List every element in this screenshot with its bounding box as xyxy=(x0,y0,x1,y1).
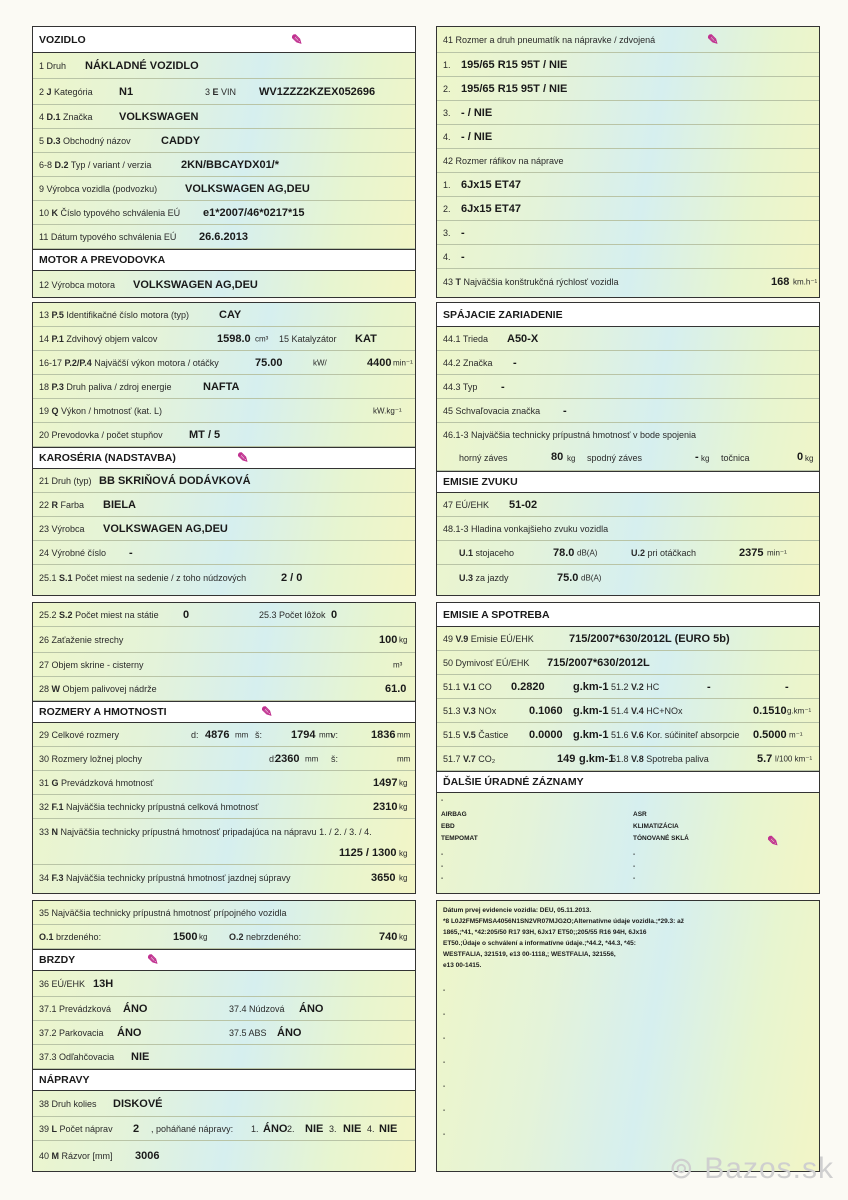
row-30: 30 Rozmery ložnej plochy d: 2360 mm š: mm xyxy=(33,747,415,771)
row-35: 35 Najväčšia technicky prípustná hmotnosť prípojného vozidla xyxy=(33,901,415,925)
panel-emisie-spotreba xyxy=(436,602,820,894)
row-44-1: 44.1 Trieda A50-X xyxy=(437,327,819,351)
row-37-2: 37.2 Parkovacia ÁNO 37.5 ABS ÁNO xyxy=(33,1021,415,1045)
row-26: 26 Zaťaženie strechy 100 kg xyxy=(33,627,415,653)
row-43: 43 T Najväčšia konštrukčná rýchlosť vozidla 168 km.h⁻¹ xyxy=(443,276,818,288)
row-37-1: 37.1 Prevádzková ÁNO 37.4 Núdzová ÁNO xyxy=(33,997,415,1021)
row-u3: U.3 za jazdy 75.0 dB(A) xyxy=(459,572,602,584)
row-wheel-1: 1. 6Jx15 ET47 xyxy=(437,173,819,197)
row-45: 45 Schvaľovacia značka - xyxy=(437,399,819,423)
row-22: 22 R Farba BIELA xyxy=(33,493,415,517)
row-2: 2 J Kategória N1 3 E VIN WV1ZZZ2KZEX052696 xyxy=(33,79,415,105)
panel-spajacie xyxy=(436,302,820,596)
notes-dash-column: - - - - - - - xyxy=(443,987,446,1138)
row-6-8: 6-8 D.2 Typ / variant / verzia 2KN/BBCAYDX01/* xyxy=(33,153,415,177)
row-11: 11 Dátum typového schválenia EÚ 26.6.2013 xyxy=(33,225,415,249)
row-9: 9 Výrobca vozidla (podvozku) VOLKSWAGEN AG,DEU xyxy=(33,177,415,201)
row-29: 29 Celkové rozmery d: 4876 mm š: 1794 mm v: 1836 mm xyxy=(33,723,415,747)
row-wheel-3: 3. - xyxy=(437,221,819,245)
row-wheel-4: 4. - xyxy=(437,245,819,269)
row-39: 39 L Počet náprav 2 , poháňané nápravy: 1. ÁNO 2. NIE 3. NIE 4. NIE xyxy=(33,1117,415,1141)
row-tire-1: 1. 195/65 R15 95T / NIE xyxy=(437,53,819,77)
row-18: 18 P.3 Druh paliva / zdroj energie NAFTA xyxy=(33,375,415,399)
section-header-emisie-zvuku: EMISIE ZVUKU xyxy=(437,471,819,493)
row-20: 20 Prevodovka / počet stupňov MT / 5 xyxy=(33,423,415,447)
row-12: 12 Výrobca motora VOLKSWAGEN AG,DEU xyxy=(39,279,258,291)
section-header-motor: MOTOR A PREVODOVKA xyxy=(33,249,415,271)
row-10: 10 K Číslo typového schválenia EÚ e1*2007/46*0217*15 xyxy=(33,201,415,225)
row-4: 4 D.1 Značka VOLKSWAGEN xyxy=(33,105,415,129)
row-44-2: 44.2 Značka - xyxy=(437,351,819,375)
row-wheel-2: 2. 6Jx15 ET47 xyxy=(437,197,819,221)
row-51-5: 51.5 V.5 Častice 0.0000 g.km-1 51.6 V.6 Kor. súčiniteľ absorpcie 0.5000 m⁻¹ xyxy=(437,723,819,747)
row-38: 38 Druh kolies DISKOVÉ xyxy=(33,1091,415,1117)
section-header-karoseria: KAROSÉRIA (NADSTAVBA) ✎ xyxy=(33,447,415,469)
row-48-1: 48.1-3 Hladina vonkajšieho zvuku vozidla xyxy=(437,517,819,541)
stamp-mark-icon: ✎ xyxy=(767,833,779,849)
watermark-logo: ⊚ Bazos.sk xyxy=(668,1152,834,1185)
row-36: 36 EÚ/EHK 13H xyxy=(33,971,415,997)
row-13: 13 P.5 Identifikačné číslo motora (typ) CAY xyxy=(33,303,415,327)
row-5: 5 D.3 Obchodný názov CADDY xyxy=(33,129,415,153)
row-24: 24 Výrobné číslo - xyxy=(33,541,415,565)
section-header-dalsie: ĎALŠIE ÚRADNÉ ZÁZNAMY xyxy=(437,771,819,793)
stamp-mark-icon: ✎ xyxy=(707,31,719,47)
row-40: 40 M Rázvor [mm] 3006 xyxy=(39,1150,160,1162)
stamp-mark-icon: ✎ xyxy=(147,951,159,968)
stamp-mark-icon: ✎ xyxy=(237,449,249,466)
row-19: 19 Q Výkon / hmotnosť (kat. L) kW.kg⁻¹ xyxy=(33,399,415,423)
row-44-3: 44.3 Typ - xyxy=(437,375,819,399)
panel-vozidlo xyxy=(32,26,416,298)
row-31: 31 G Prevádzková hmotnosť 1497 kg xyxy=(33,771,415,795)
row-14: 14 P.1 Zdvihový objem valcov 1598.0 cm³ 15 Katalyzátor KAT xyxy=(33,327,415,351)
row-25-2: 25.2 S.2 Počet miest na státie 0 25.3 Počet lôžok 0 xyxy=(33,603,415,627)
row-tire-3: 3. - / NIE xyxy=(437,101,819,125)
panel-pneumatiky xyxy=(436,26,820,298)
row-42: 42 Rozmer ráfikov na náprave xyxy=(437,149,819,173)
row-46: 46.1-3 Najväčšia technicky prípustná hmotnosť v bode spojenia horný záves 80 kg spodný záves - kg točnica 0 kg xyxy=(437,423,819,471)
notes-block: Dátum prvej evidencie vozidla: DEU, 05.11.2013. *8 L0J2FM5FMSA4056N1SN2VR07MJG2O;Alternatívne údaje vozidla.;*29.3: až 1865,;*41, *42:205/50 R17 93H, 6Jx17 ET50;;205/55 R16 94H, 6Jx16 ET50.;Údaje o schválení a informatívne údaje.;*44.2, *44.3, *45: WESTFALIA, 321519, e13 00-1118,; WESTFALIA, 321556, e13 00-1415. xyxy=(443,907,684,969)
row-25-1: 25.1 S.1 Počet miest na sedenie / z toho núdzových 2 / 0 xyxy=(39,572,303,584)
section-header-vozidlo: VOZIDLO ✎ xyxy=(33,27,415,53)
row-41: 41 Rozmer a druh pneumatík na nápravke / zdvojená ✎ xyxy=(437,27,819,53)
row-u1-u2: U.1 stojaceho 78.0 dB(A) U.2 pri otáčkach 2375 min⁻¹ xyxy=(437,541,819,565)
row-23: 23 Výrobca VOLKSWAGEN AG,DEU xyxy=(33,517,415,541)
row-tire-4: 4. - / NIE xyxy=(437,125,819,149)
row-34: 34 F.3 Najväčšia technicky prípustná hmotnosť jazdnej súpravy 3650 kg xyxy=(39,872,408,884)
row-51-3: 51.3 V.3 NOx 0.1060 g.km-1 51.4 V.4 HC+NOx 0.1510 g.km⁻¹ xyxy=(437,699,819,723)
row-21: 21 Druh (typ) BB SKRIŇOVÁ DODÁVKOVÁ xyxy=(33,469,415,493)
row-16-17: 16-17 P.2/P.4 Najväčší výkon motora / otáčky 75.00 kW/ 4400 min⁻¹ xyxy=(33,351,415,375)
row-27: 27 Objem skrine - cisterny m³ xyxy=(33,653,415,677)
row-records: - AIRBAG ASR EBD KLIMATIZÁCIA TEMPOMAT TÓNOVANÉ SKLÁ - - - - - - ✎ xyxy=(441,797,779,882)
row-o1-o2: O.1 brzdeného: 1500 kg O.2 nebrzdeného: 740 kg xyxy=(33,925,415,949)
row-50: 50 Dymivosť EÚ/EHK 715/2007*630/2012L xyxy=(437,651,819,675)
section-header-rozmery: ROZMERY A HMOTNOSTI ✎ xyxy=(33,701,415,723)
section-header-spajacie: SPÁJACIE ZARIADENIE xyxy=(437,303,819,327)
section-header-emisie-spotreba: EMISIE A SPOTREBA xyxy=(437,603,819,627)
row-51-7: 51.7 V.7 CO₂ 149 g.km-1 51.8 V.8 Spotreba paliva 5.7 l/100 km⁻¹ xyxy=(437,747,819,771)
section-header-napravy: NÁPRAVY xyxy=(33,1069,415,1091)
row-28: 28 W Objem palivovej nádrže 61.0 xyxy=(33,677,415,701)
stamp-mark-icon: ✎ xyxy=(291,31,303,47)
watermark-icon: ⊚ xyxy=(668,1152,695,1185)
row-51-1: 51.1 V.1 CO 0.2820 g.km-1 51.2 V.2 HC - - xyxy=(437,675,819,699)
panel-brzdy-napravy xyxy=(32,900,416,1172)
row-tire-2: 2. 195/65 R15 95T / NIE xyxy=(437,77,819,101)
row-49: 49 V.9 Emisie EÚ/EHK 715/2007*630/2012L (EURO 5b) xyxy=(437,627,819,651)
row-37-3: 37.3 Odľahčovacia NIE xyxy=(33,1045,415,1069)
stamp-mark-icon: ✎ xyxy=(261,703,273,720)
row-32: 32 F.1 Najväčšia technicky prípustná celková hmotnosť 2310 kg xyxy=(33,795,415,819)
row-47: 47 EÚ/EHK 51-02 xyxy=(437,493,819,517)
row-1: 1 Druh NÁKLADNÉ VOZIDLO xyxy=(33,53,415,79)
panel-rozmery xyxy=(32,602,416,894)
row-33: 33 N Najväčšia technicky prípustná hmotnosť pripadajúca na nápravu 1. / 2. / 3. / 4. 1125 / 1300 kg xyxy=(33,819,415,865)
panel-motor-karoseria xyxy=(32,302,416,596)
panel-poznamky xyxy=(436,900,820,1172)
section-header-brzdy: BRZDY ✎ xyxy=(33,949,415,971)
